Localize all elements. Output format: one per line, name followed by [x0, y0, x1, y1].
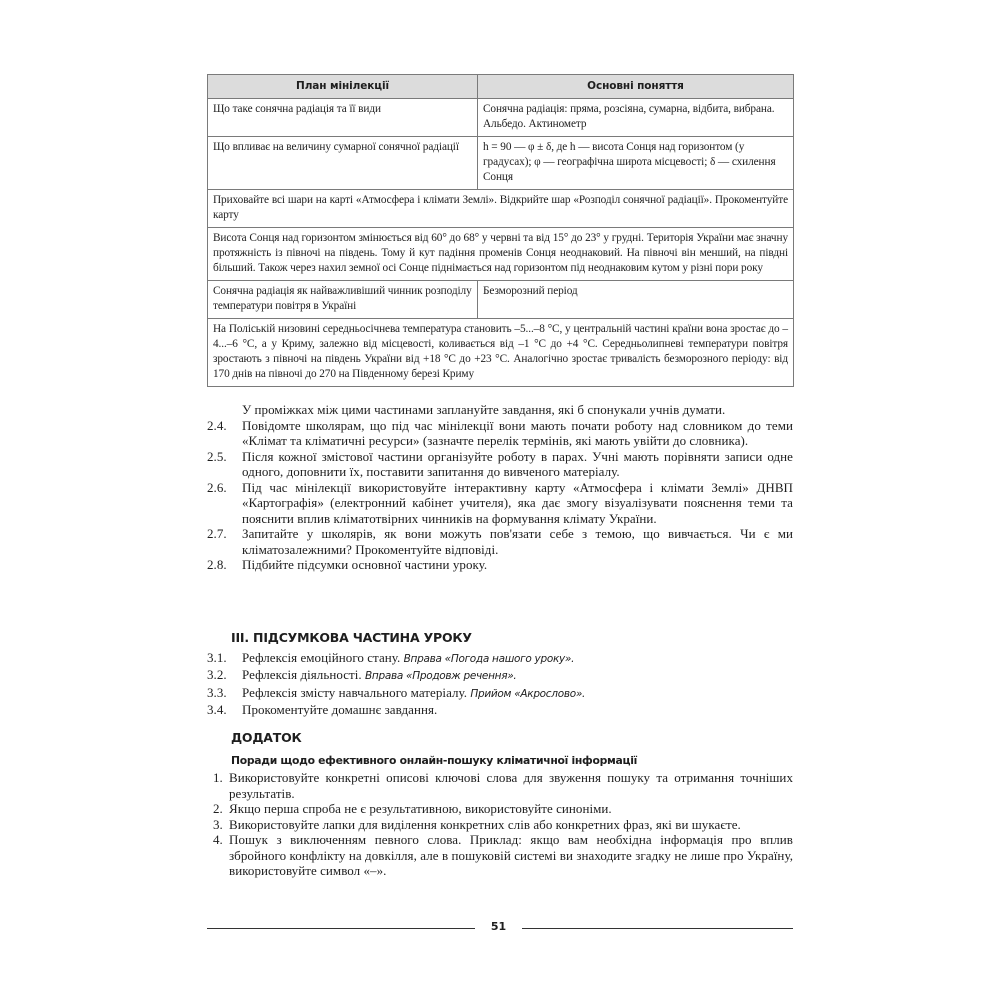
- list-item: [207, 650, 793, 668]
- list-item: [207, 685, 793, 703]
- item-emphasis: Вправа «Погода нашого уроку».: [403, 652, 575, 665]
- table-cell-span: Приховайте всі шари на карті «Атмосфера і клімати Землі». Відкрийте шар «Розподіл сонячної радіації». Прокоментуйте карту: [208, 190, 794, 228]
- item-text: Запитайте у школярів, як вони можуть пов'язати себе з темою, що вивчається. Чи є ми кліматозалежними? Прокоментуйте відповіді.: [242, 526, 793, 557]
- item-text: Після кожної змістової частини організуйте роботу в парах. Учні мають порівняти записи одне одного, доповнити їх, поставити запитання до вивченого матеріалу.: [242, 448, 793, 479]
- item-number: 3.2.: [207, 667, 227, 682]
- table-cell-span: На Поліській низовині середньосічнева температура становить –5...–8 °С, у центральній частині країни вона зростає до –4...–6 °С, а у Криму, залежно від місцевості, коливається від –1 °С до +4 °С. Середньолипневі температури повітря зростають з півночі на південь України від +18 °С до +23 °С. Аналогічно зростає тривалість безморозного періоду: від 170 днів на півночі до 270 на Південному березі Криму: [208, 319, 794, 387]
- table-cell-plan: Що впливає на величину сумарної сонячної радіації: [208, 137, 478, 190]
- table-cell-plan: Сонячна радіація як найважливіший чинник розподілу температури повітря в Україні: [208, 281, 478, 319]
- list-item: [207, 526, 793, 557]
- item-number: 1.: [213, 770, 223, 785]
- item-text: Використовуйте конкретні описові ключові слова для звуження пошуку та отримання точніших результатів.: [229, 770, 793, 801]
- section-heading: ІІІ. ПІДСУМКОВА ЧАСТИНА УРОКУ: [231, 630, 472, 645]
- table-cell-plan: Що таке сонячна радіація та її види: [208, 99, 478, 137]
- item-text: Рефлексія змісту навчального матеріалу.: [242, 684, 468, 700]
- table-row: [208, 281, 794, 319]
- lecture-plan-table: [207, 74, 794, 387]
- table-header-concepts: Основні поняття: [478, 75, 794, 99]
- item-text: Якщо перша спроба не є результативною, використовуйте синоніми.: [229, 801, 612, 816]
- item-number: 2.8.: [207, 557, 227, 572]
- list-item: [207, 770, 793, 801]
- item-number: 3.: [213, 816, 223, 832]
- item-emphasis: Вправа «Продовж речення».: [365, 670, 517, 682]
- appendix-section: [207, 730, 793, 879]
- table-row: [208, 319, 794, 387]
- table-header-row: [208, 75, 794, 99]
- table-row: [208, 137, 794, 190]
- item-text: Використовуйте лапки для виділення конкретних слів або конкретних фраз, які ви шукаєте.: [229, 816, 741, 832]
- item-emphasis: Прийом «Акрослово».: [470, 687, 586, 700]
- page-number: 51: [490, 920, 507, 933]
- list-item: [207, 418, 793, 449]
- item-number: 4.: [213, 832, 223, 847]
- list-item: [207, 557, 793, 573]
- item-number: 3.3.: [207, 684, 227, 700]
- table-cell-concepts: Безморозний період: [478, 281, 794, 319]
- list-item: [207, 702, 793, 718]
- table-row: [208, 99, 794, 137]
- item-text: Рефлексія діяльності.: [242, 667, 362, 682]
- item-text: Повідомте школярам, що під час мінілекції вони мають почати роботу над словником до теми «Клімат та кліматичні ресурси» (зазначте перелік термінів, які мають увійти до словника).: [242, 417, 793, 448]
- footer-rule-right: [522, 928, 793, 929]
- table-cell-span: Висота Сонця над горизонтом змінюється від 60° до 68° у червні та від 15° до 23° у грудні. Територія України має значну протяжність із півночі на південь. Тому й кут падіння променів Сонця неоднаковий. На півночі він менший, на півдні більший. Також через нахил земної осі Сонце піднімається над горизонтом під неоднаковим кутом у різні пори року: [208, 228, 794, 281]
- table-row: [208, 190, 794, 228]
- item-number: 2.4.: [207, 417, 227, 433]
- list-item: [207, 667, 793, 685]
- item-text: Пошук з виключенням певного слова. Приклад: якщо вам необхідна інформація про вплив збройного конфлікту на довкілля, але в пошуковій системі ви знаходите згадку не лише про Україну, використовуйте символ «–».: [229, 832, 793, 878]
- item-text: Під час мінілекції використовуйте інтерактивну карту «Атмосфера і клімати Землі» ДНВП «Картографія» (електронний кабінет учителя), яка дає змогу візуалізувати пояснення теми та пояснити вплив кліматотвірних чинників на формування клімату України.: [242, 479, 793, 526]
- item-text: Прокоментуйте домашнє завдання.: [242, 702, 438, 717]
- item-number: 2.5.: [207, 448, 227, 464]
- item-text: Рефлексія емоційного стану.: [242, 649, 401, 665]
- list-item: [207, 801, 793, 817]
- item-number: 2.: [213, 801, 223, 816]
- steps-section: [207, 402, 793, 573]
- footer-rule-left: [207, 928, 475, 929]
- table-cell-concepts: Сонячна радіація: пряма, розсіяна, сумарна, відбита, вибрана. Альбедо. Актинометр: [478, 99, 794, 137]
- item-text: Підбийте підсумки основної частини уроку.: [242, 557, 488, 572]
- item-number: 3.4.: [207, 702, 227, 717]
- item-number: 3.1.: [207, 649, 227, 665]
- item-number: 2.6.: [207, 479, 227, 495]
- table-header-plan: План мінілекції: [208, 75, 478, 99]
- steps-intro: У проміжках між цими частинами заплануйте завдання, які б спонукали учнів думати.: [242, 402, 726, 417]
- table-row: [208, 228, 794, 281]
- list-item: [207, 480, 793, 527]
- appendix-heading: ДОДАТОК: [231, 730, 302, 745]
- list-item: [207, 449, 793, 480]
- list-item: [207, 832, 793, 879]
- summary-section: [207, 630, 793, 718]
- list-item: [207, 817, 793, 833]
- appendix-subheading: Поради щодо ефективного онлайн-пошуку кліматичної інформації: [231, 753, 638, 767]
- table-cell-concepts: h = 90 — φ ± δ, де h — висота Сонця над горизонтом (у градусах); φ — географічна широта місцевості; δ — схилення Сонця: [478, 137, 794, 190]
- item-number: 2.7.: [207, 526, 227, 541]
